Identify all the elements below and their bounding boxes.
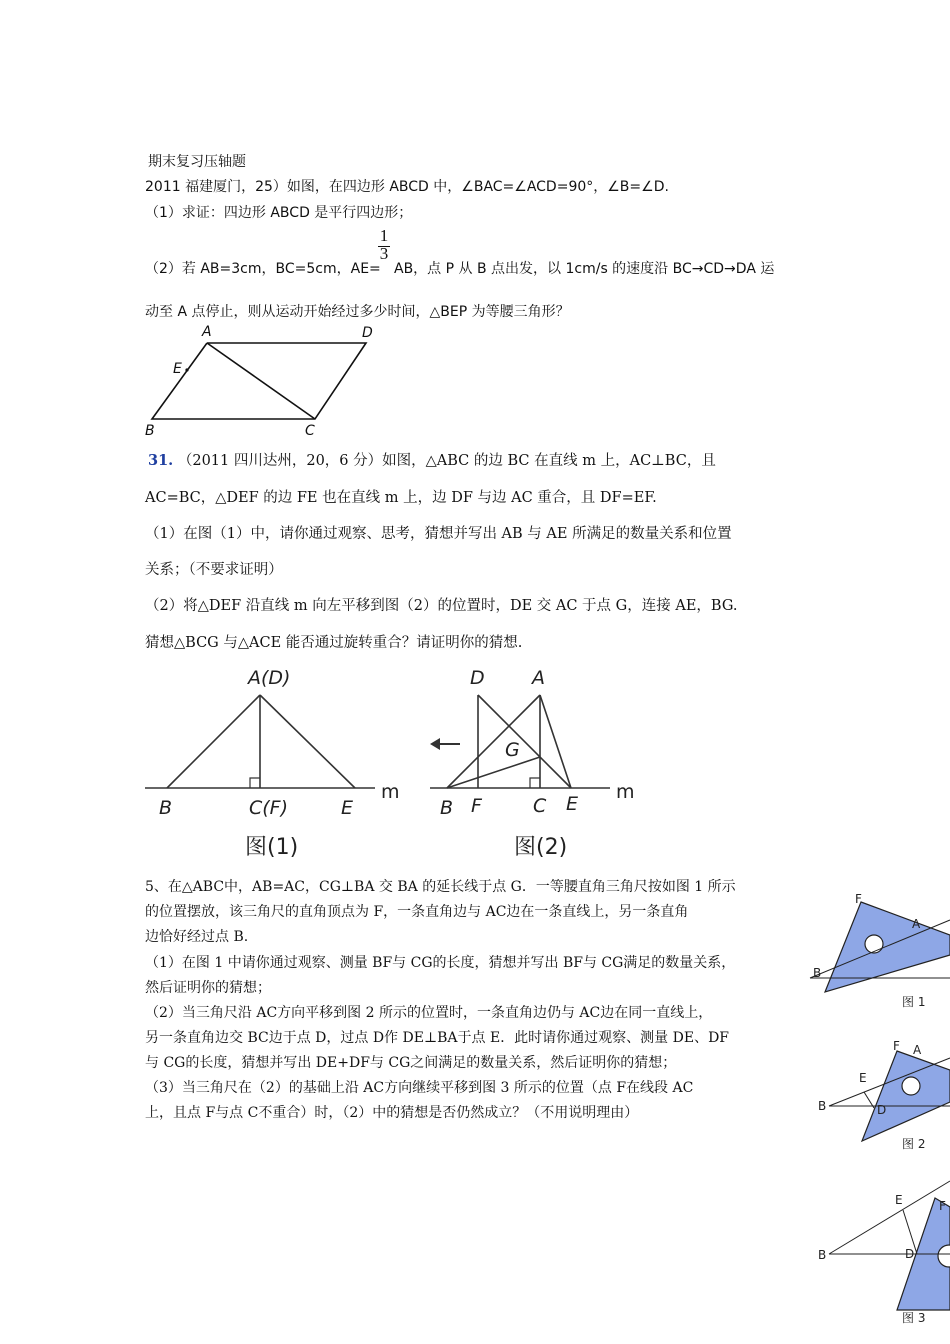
p2-line-2: AC=BC，△DEF 的边 FE 也在直线 m 上，边 DF 与边 AC 重合，且 DF=EF.: [145, 490, 657, 506]
caption-fig-1: 图(1): [245, 835, 299, 860]
label-b: B: [818, 1248, 827, 1262]
right-angle-mark: [250, 778, 260, 788]
figure-2-triangles: [430, 662, 650, 862]
label-c-f: C(F): [249, 797, 289, 819]
segment-ab: [447, 695, 540, 788]
right-angle-mark: [530, 778, 540, 788]
figure-1-triangles: [145, 662, 405, 862]
label-e: E: [895, 1193, 903, 1207]
p3-line-4: （1）在图 1 中请你通过观察、测量 BF与 CG的长度，猜想并写出 BF与 CG满足的数量关系，: [145, 955, 736, 971]
p3-line-2: 的位置摆放，该三角尺的直角顶点为 F，一条直角边与 AC边在一条直线上，另一条直角: [145, 904, 689, 920]
caption-fig-2: 图 2: [902, 1137, 926, 1151]
point-e: [185, 368, 188, 371]
label-f: F: [471, 795, 482, 817]
label-c: C: [533, 795, 547, 817]
segment-ab: [167, 695, 260, 788]
p2-line-6: 猜想△BCG 与△ACE 能否通过旋转重合？请证明你的猜想.: [145, 635, 523, 651]
label-a: A: [202, 324, 212, 340]
label-b: B: [145, 423, 155, 439]
p2-line-1-text: （2011 四川达州，20，6 分）如图，△ABC 的边 BC 在直线 m 上，AC⊥BC，且: [177, 453, 716, 469]
set-square-figure-1: [810, 885, 950, 1045]
p2-line-3: （1）在图（1）中，请你通过观察、思考，猜想并写出 AB 与 AE 所满足的数量关系和位置: [145, 526, 732, 542]
problem-number: 31.: [148, 452, 174, 469]
label-a: A: [913, 1043, 922, 1057]
label-f: F: [893, 1039, 900, 1053]
label-d: D: [905, 1247, 915, 1261]
label-b: B: [818, 1099, 827, 1113]
fraction-numerator: 1: [379, 226, 389, 245]
arrow-left-icon: [430, 738, 440, 750]
p1-line-1: 2011 福建厦门，25）如图，在四边形 ABCD 中，∠BAC=∠ACD=90°，∠B=∠D.: [145, 179, 669, 195]
segment-bg: [447, 757, 540, 788]
p3-line-8: 与 CG的长度，猜想并写出 DE+DF与 CG之间满足的数量关系，然后证明你的猜想；: [145, 1055, 677, 1071]
parallelogram-figure: [140, 322, 380, 442]
label-a-d: A(D): [248, 667, 291, 689]
caption-fig-2: 图(2): [514, 835, 568, 860]
label-a: A: [912, 917, 921, 931]
p1-line-3a: （2）若 AB=3cm，BC=5cm，AE=: [145, 261, 381, 277]
label-d: D: [470, 667, 485, 689]
p3-line-10: 上，且点 F与点 C不重合）时，（2）中的猜想是否仍然成立？（不用说明理由）: [145, 1105, 639, 1121]
p3-line-5: 然后证明你的猜想；: [145, 980, 271, 996]
label-e: E: [173, 361, 182, 377]
label-e: E: [566, 793, 579, 815]
caption-fig-3: 图 3: [902, 1311, 926, 1325]
p3-line-7: 另一条直角边交 BC边于点 D，过点 D作 DE⊥BA于点 E．此时请你通过观察、测量 DE、DF: [145, 1030, 730, 1046]
p3-line-3: 边恰好经过点 B.: [145, 929, 249, 945]
label-b: B: [813, 966, 822, 980]
set-square-figure-2: [815, 1040, 950, 1160]
label-m: m: [381, 781, 400, 803]
label-m: m: [616, 781, 635, 803]
label-g: G: [505, 739, 520, 761]
p1-line-3b: AB，点 P 从 B 点出发，以 1cm/s 的速度沿 BC→CD→DA 运: [394, 261, 775, 277]
segment-ae: [540, 695, 571, 788]
page-title: 期末复习压轴题: [148, 154, 246, 170]
p3-line-1: 5、在△ABC中，AB=AC，CG⊥BA 交 BA 的延长线于点 G．一等腰直角三角尺按如图 1 所示: [145, 879, 736, 895]
segment-de: [478, 695, 571, 788]
p2-line-5: （2）将△DEF 沿直线 m 向左平移到图（2）的位置时，DE 交 AC 于点 G，连接 AE，BG.: [145, 598, 738, 614]
caption-fig-1: 图 1: [902, 995, 926, 1009]
label-e: E: [341, 797, 354, 819]
label-e: E: [859, 1071, 867, 1085]
label-b: B: [440, 797, 454, 819]
p2-line-4: 关系；（不要求证明）: [145, 562, 283, 578]
diagonal-ac: [207, 343, 315, 419]
label-a: A: [532, 667, 545, 689]
p3-line-6: （2）当三角尺沿 AC方向平移到图 2 所示的位置时，一条直角边仍与 AC边在同一直线上，: [145, 1005, 713, 1021]
set-square-figure-3: [815, 1180, 950, 1344]
label-d: D: [362, 325, 373, 341]
p1-line-2: （1）求证：四边形 ABCD 是平行四边形；: [145, 205, 413, 221]
label-d: D: [877, 1103, 887, 1117]
p1-line-4: 动至 A 点停止，则从运动开始经过多少时间，△BEP 为等腰三角形？: [145, 304, 570, 320]
set-square: [862, 1051, 950, 1141]
label-f: F: [855, 892, 862, 906]
parallelogram-abcd: [152, 343, 366, 419]
p3-line-9: （3）当三角尺在（2）的基础上沿 AC方向继续平移到图 3 所示的位置（点 F在线段 AC: [145, 1080, 694, 1096]
set-square-hole: [865, 935, 883, 953]
set-square-hole: [902, 1077, 920, 1095]
segment-ae: [260, 695, 355, 788]
label-c: C: [305, 423, 315, 439]
fraction-denominator: 3: [379, 244, 389, 263]
label-f: F: [939, 1199, 946, 1213]
label-b: B: [159, 797, 173, 819]
p2-line-1: [148, 452, 716, 470]
